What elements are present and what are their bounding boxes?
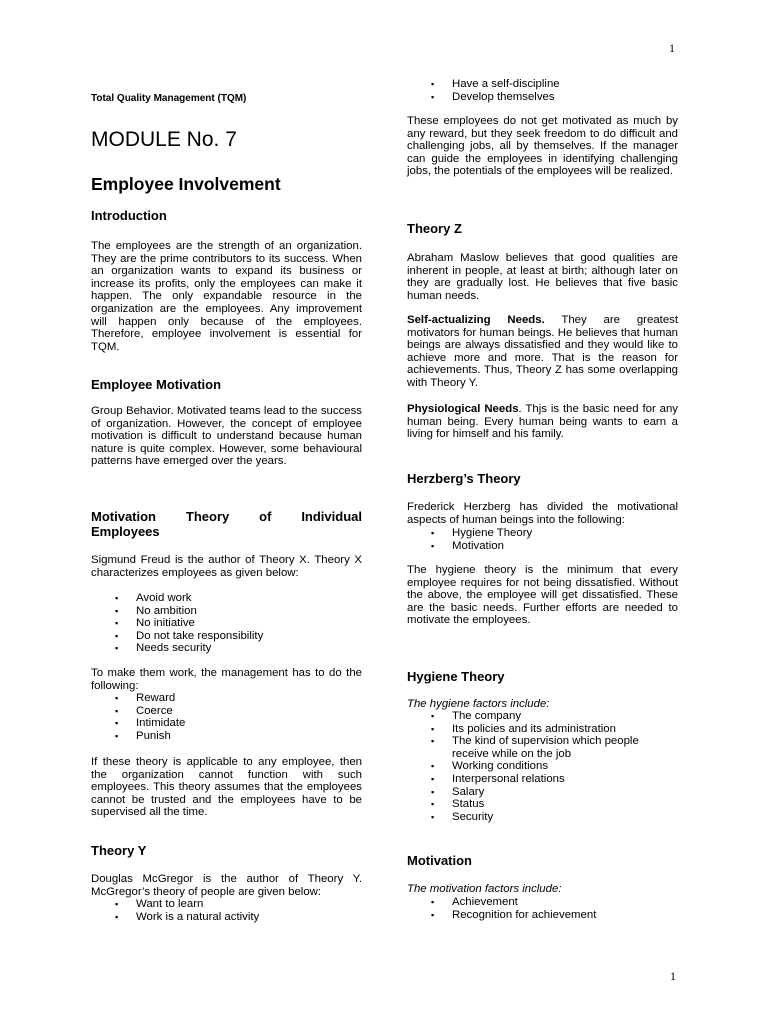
hygiene-minimum-text: The hygiene theory is the minimum that every employee requires for not being dissatisfied. Without the above, the employee will get dissatisfied. These are the basic needs. Further efforts are needed to motivate the employees. bbox=[407, 564, 678, 627]
list-item: ▪ Do not take responsibility bbox=[91, 630, 362, 643]
motivation-heading: Motivation bbox=[407, 853, 472, 868]
herzberg-list bbox=[407, 527, 678, 552]
theory-y-freedom-text: These employees do not get motivated as much by any reward, but they seek freedom to do difficult and challenging jobs, all by themselves. If the manager can guide the employees in identifying challenging jobs, the potentials of the employees will be realized. bbox=[407, 115, 678, 178]
employee-motivation-heading: Employee Motivation bbox=[91, 377, 222, 392]
list-item: ▪ Want to learn bbox=[91, 898, 362, 911]
self-actualizing-text: They are greatest motivators for human beings. He believes that human beings are always dissatisfied and they would like to achieve more and more. That is the reason for achievements. Thus, Theory Z has some overlapping with Theory Y. bbox=[407, 314, 679, 389]
hygiene-factors-list bbox=[407, 710, 678, 823]
management-text: To make them work, the management has to do the following: bbox=[91, 667, 362, 692]
herzberg-heading: Herzberg’s Theory bbox=[407, 471, 521, 486]
page-number-bottom: 1 bbox=[670, 969, 676, 983]
physiological-paragraph bbox=[407, 403, 678, 441]
physiological-text: . Thjs is the basic need for any human being. Every human being wants to earn a living for himself and his family. bbox=[407, 403, 679, 441]
hygiene-theory-heading: Hygiene Theory bbox=[407, 669, 505, 684]
self-actualizing-label: Self-actualizing Needs. bbox=[407, 314, 545, 326]
introduction-heading: Introduction bbox=[91, 208, 167, 223]
list-item: ▪ Achievement bbox=[407, 896, 678, 909]
motivation-theory-heading-line1: Motivation Theory of Individual bbox=[91, 509, 362, 524]
page-number-top: 1 bbox=[669, 41, 675, 55]
list-item: ▪ Reward bbox=[91, 692, 362, 705]
motivation-theory-heading bbox=[91, 509, 362, 539]
list-item: ▪ No initiative bbox=[91, 617, 362, 630]
list-item: ▪ Motivation bbox=[407, 540, 678, 553]
list-item: ▪ Punish bbox=[91, 730, 362, 743]
list-item: ▪ Recognition for achievement bbox=[407, 909, 678, 922]
list-item: ▪ The kind of supervision which people receive while on the job bbox=[407, 735, 678, 760]
list-item: ▪ Interpersonal relations bbox=[407, 773, 678, 786]
list-item: ▪ Have a self-discipline bbox=[407, 78, 678, 91]
list-item: ▪ Security bbox=[407, 811, 678, 824]
theory-z-heading: Theory Z bbox=[407, 221, 462, 236]
list-item: ▪ Hygiene Theory bbox=[407, 527, 678, 540]
theory-y-list-continued bbox=[407, 78, 678, 103]
theory-y-intro-text: Douglas McGregor is the author of Theory Y. McGregor’s theory of people are given below: bbox=[91, 873, 362, 898]
management-list bbox=[91, 692, 362, 742]
list-item: ▪ Work is a natural activity bbox=[91, 911, 362, 924]
course-title: Total Quality Management (TQM) bbox=[91, 93, 247, 104]
list-item: ▪ Salary bbox=[407, 786, 678, 799]
module-number: MODULE No. 7 bbox=[91, 128, 237, 151]
theory-x-applicability-text: If these theory is applicable to any employee, then the organization cannot function with such employees. This theory assumes that the employees cannot be trusted and the employees have to be supervised all the time. bbox=[91, 756, 362, 819]
theory-y-list bbox=[91, 898, 362, 923]
list-item: ▪ Status bbox=[407, 798, 678, 811]
self-actualizing-paragraph bbox=[407, 314, 678, 390]
employee-motivation-text: Group Behavior. Motivated teams lead to the success of organization. However, the concept of employee motivation is difficult to understand because human nature is quite complex. However, some behavioural patterns have emerged over the years. bbox=[91, 405, 362, 468]
introduction-text: The employees are the strength of an organization. They are the prime contributors to its success. When an organization wants to expand its business or increase its profits, only the employees can make it happen. The only expandable resource in the organization are the employees. Any improvement will happen only because of the employees. Therefore, employee involvement is essential for TQM. bbox=[91, 240, 362, 353]
list-item: ▪ Develop themselves bbox=[407, 91, 678, 104]
physiological-label: Physiological Needs bbox=[407, 403, 519, 415]
list-item: ▪ Working conditions bbox=[407, 760, 678, 773]
motivation-factors-intro: The motivation factors include: bbox=[407, 883, 562, 895]
hygiene-factors-intro: The hygiene factors include: bbox=[407, 698, 550, 710]
motivation-theory-heading-line2: Employees bbox=[91, 524, 160, 539]
herzberg-text: Frederick Herzberg has divided the motivational aspects of human beings into the following: bbox=[407, 501, 678, 526]
list-item: ▪ Needs security bbox=[91, 642, 362, 655]
motivation-factors-list bbox=[407, 896, 678, 921]
page-title: Employee Involvement bbox=[91, 174, 281, 194]
list-item: ▪ Intimidate bbox=[91, 717, 362, 730]
theory-y-heading: Theory Y bbox=[91, 843, 147, 858]
theory-x-list bbox=[91, 592, 362, 655]
maslow-text: Abraham Maslow believes that good qualities are inherent in people, at least at birth; although later on they are gradually lost. He believes that five basic human needs. bbox=[407, 252, 678, 302]
list-item: ▪ The company bbox=[407, 710, 678, 723]
list-item: ▪ No ambition bbox=[91, 605, 362, 618]
list-item: ▪ Avoid work bbox=[91, 592, 362, 605]
list-item: ▪ Its policies and its administration bbox=[407, 723, 678, 736]
theory-x-intro-text: Sigmund Freud is the author of Theory X. Theory X characterizes employees as given below: bbox=[91, 554, 362, 579]
list-item: ▪ Coerce bbox=[91, 705, 362, 718]
